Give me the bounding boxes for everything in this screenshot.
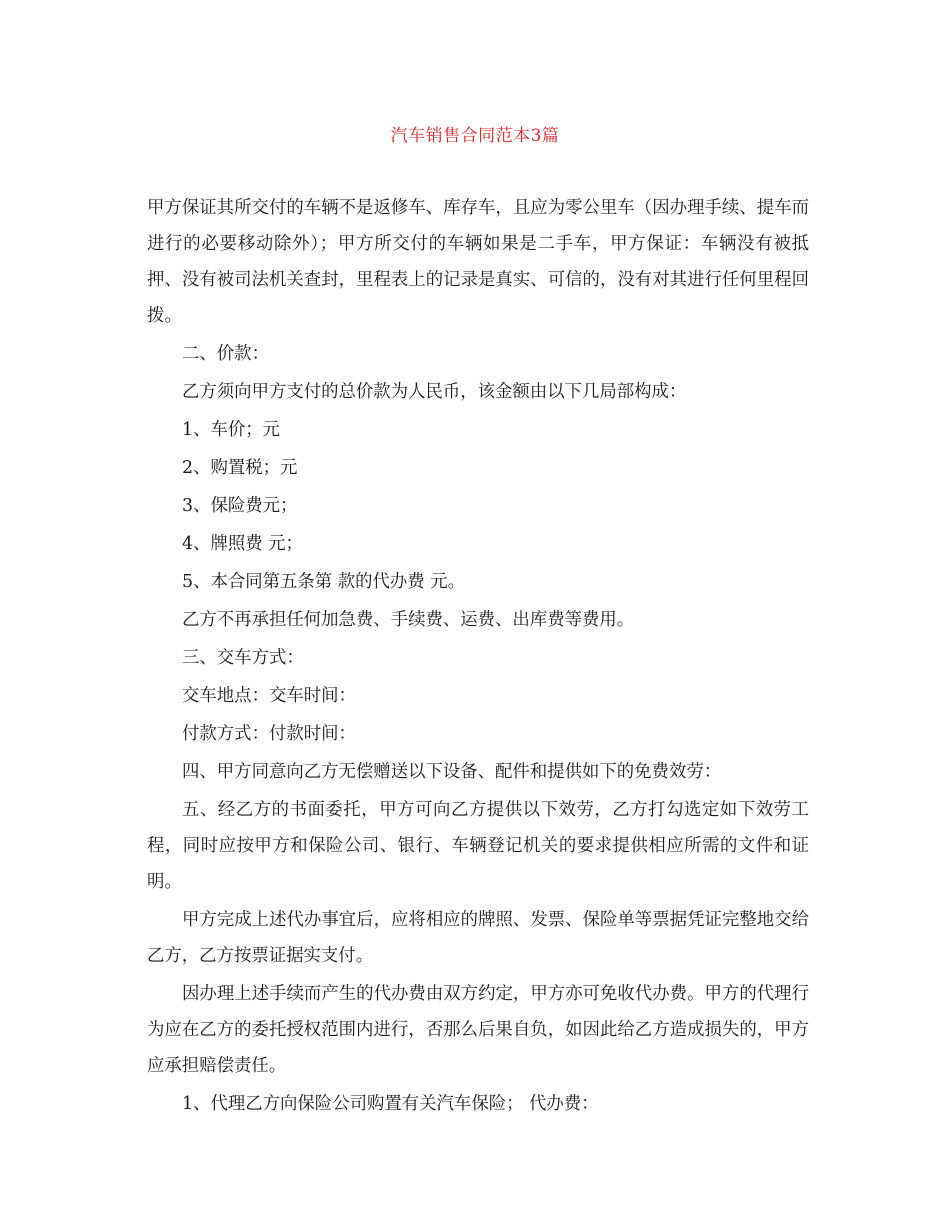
document-title: 汽车销售合同范本3篇 xyxy=(390,126,560,146)
paragraph: 4、牌照费 元； xyxy=(182,534,303,554)
paragraph: 五、经乙方的书面委托，甲方可向乙方提供以下效劳，乙方打勾选定如下效劳工程，同时应按甲方和保险公司、银行、车辆登记机关的要求提供相应所需的文件和证明。 xyxy=(147,800,809,892)
paragraph: 乙方须向甲方支付的总价款为人民币，该金额由以下几局部构成： xyxy=(182,382,687,402)
paragraph: 1、车价；元 xyxy=(182,420,281,440)
paragraph: 付款方式：付款时间： xyxy=(182,724,356,744)
paragraph: 甲方完成上述代办事宜后，应将相应的牌照、发票、保险单等票据凭证完整地交给乙方，乙方按票证据实支付。 xyxy=(147,910,809,966)
document-body xyxy=(147,190,809,1124)
paragraph: 二、价款： xyxy=(182,344,269,364)
paragraph: 甲方保证其所交付的车辆不是返修车、库存车，且应为零公里车（因办理手续、提车而进行的必要移动除外）；甲方所交付的车辆如果是二手车，甲方保证：车辆没有被抵押、没有被司法机关查封，里程表上的记录是真实、可信的，没有对其进行任何里程回拨。 xyxy=(147,198,809,326)
paragraph: 三、交车方式： xyxy=(182,648,304,668)
paragraph: 乙方不再承担任何加急费、手续费、运费、出库费等费用。 xyxy=(182,610,635,630)
paragraph: 2、购置税；元 xyxy=(182,458,298,478)
paragraph: 5、本合同第五条第 款的代办费 元。 xyxy=(182,572,465,592)
paragraph: 3、保险费元； xyxy=(182,496,298,516)
paragraph: 1、代理乙方向保险公司购置有关汽车保险； 代办费： xyxy=(182,1094,599,1114)
paragraph: 因办理上述手续而产生的代办费由双方约定，甲方亦可免收代办费。甲方的代理行为应在乙方的委托授权范围内进行，否那么后果自负，如因此给乙方造成损失的，甲方应承担赔偿责任。 xyxy=(147,984,809,1076)
paragraph: 四、甲方同意向乙方无偿赠送以下设备、配件和提供如下的免费效劳： xyxy=(182,762,722,782)
paragraph: 交车地点：交车时间： xyxy=(182,686,356,706)
